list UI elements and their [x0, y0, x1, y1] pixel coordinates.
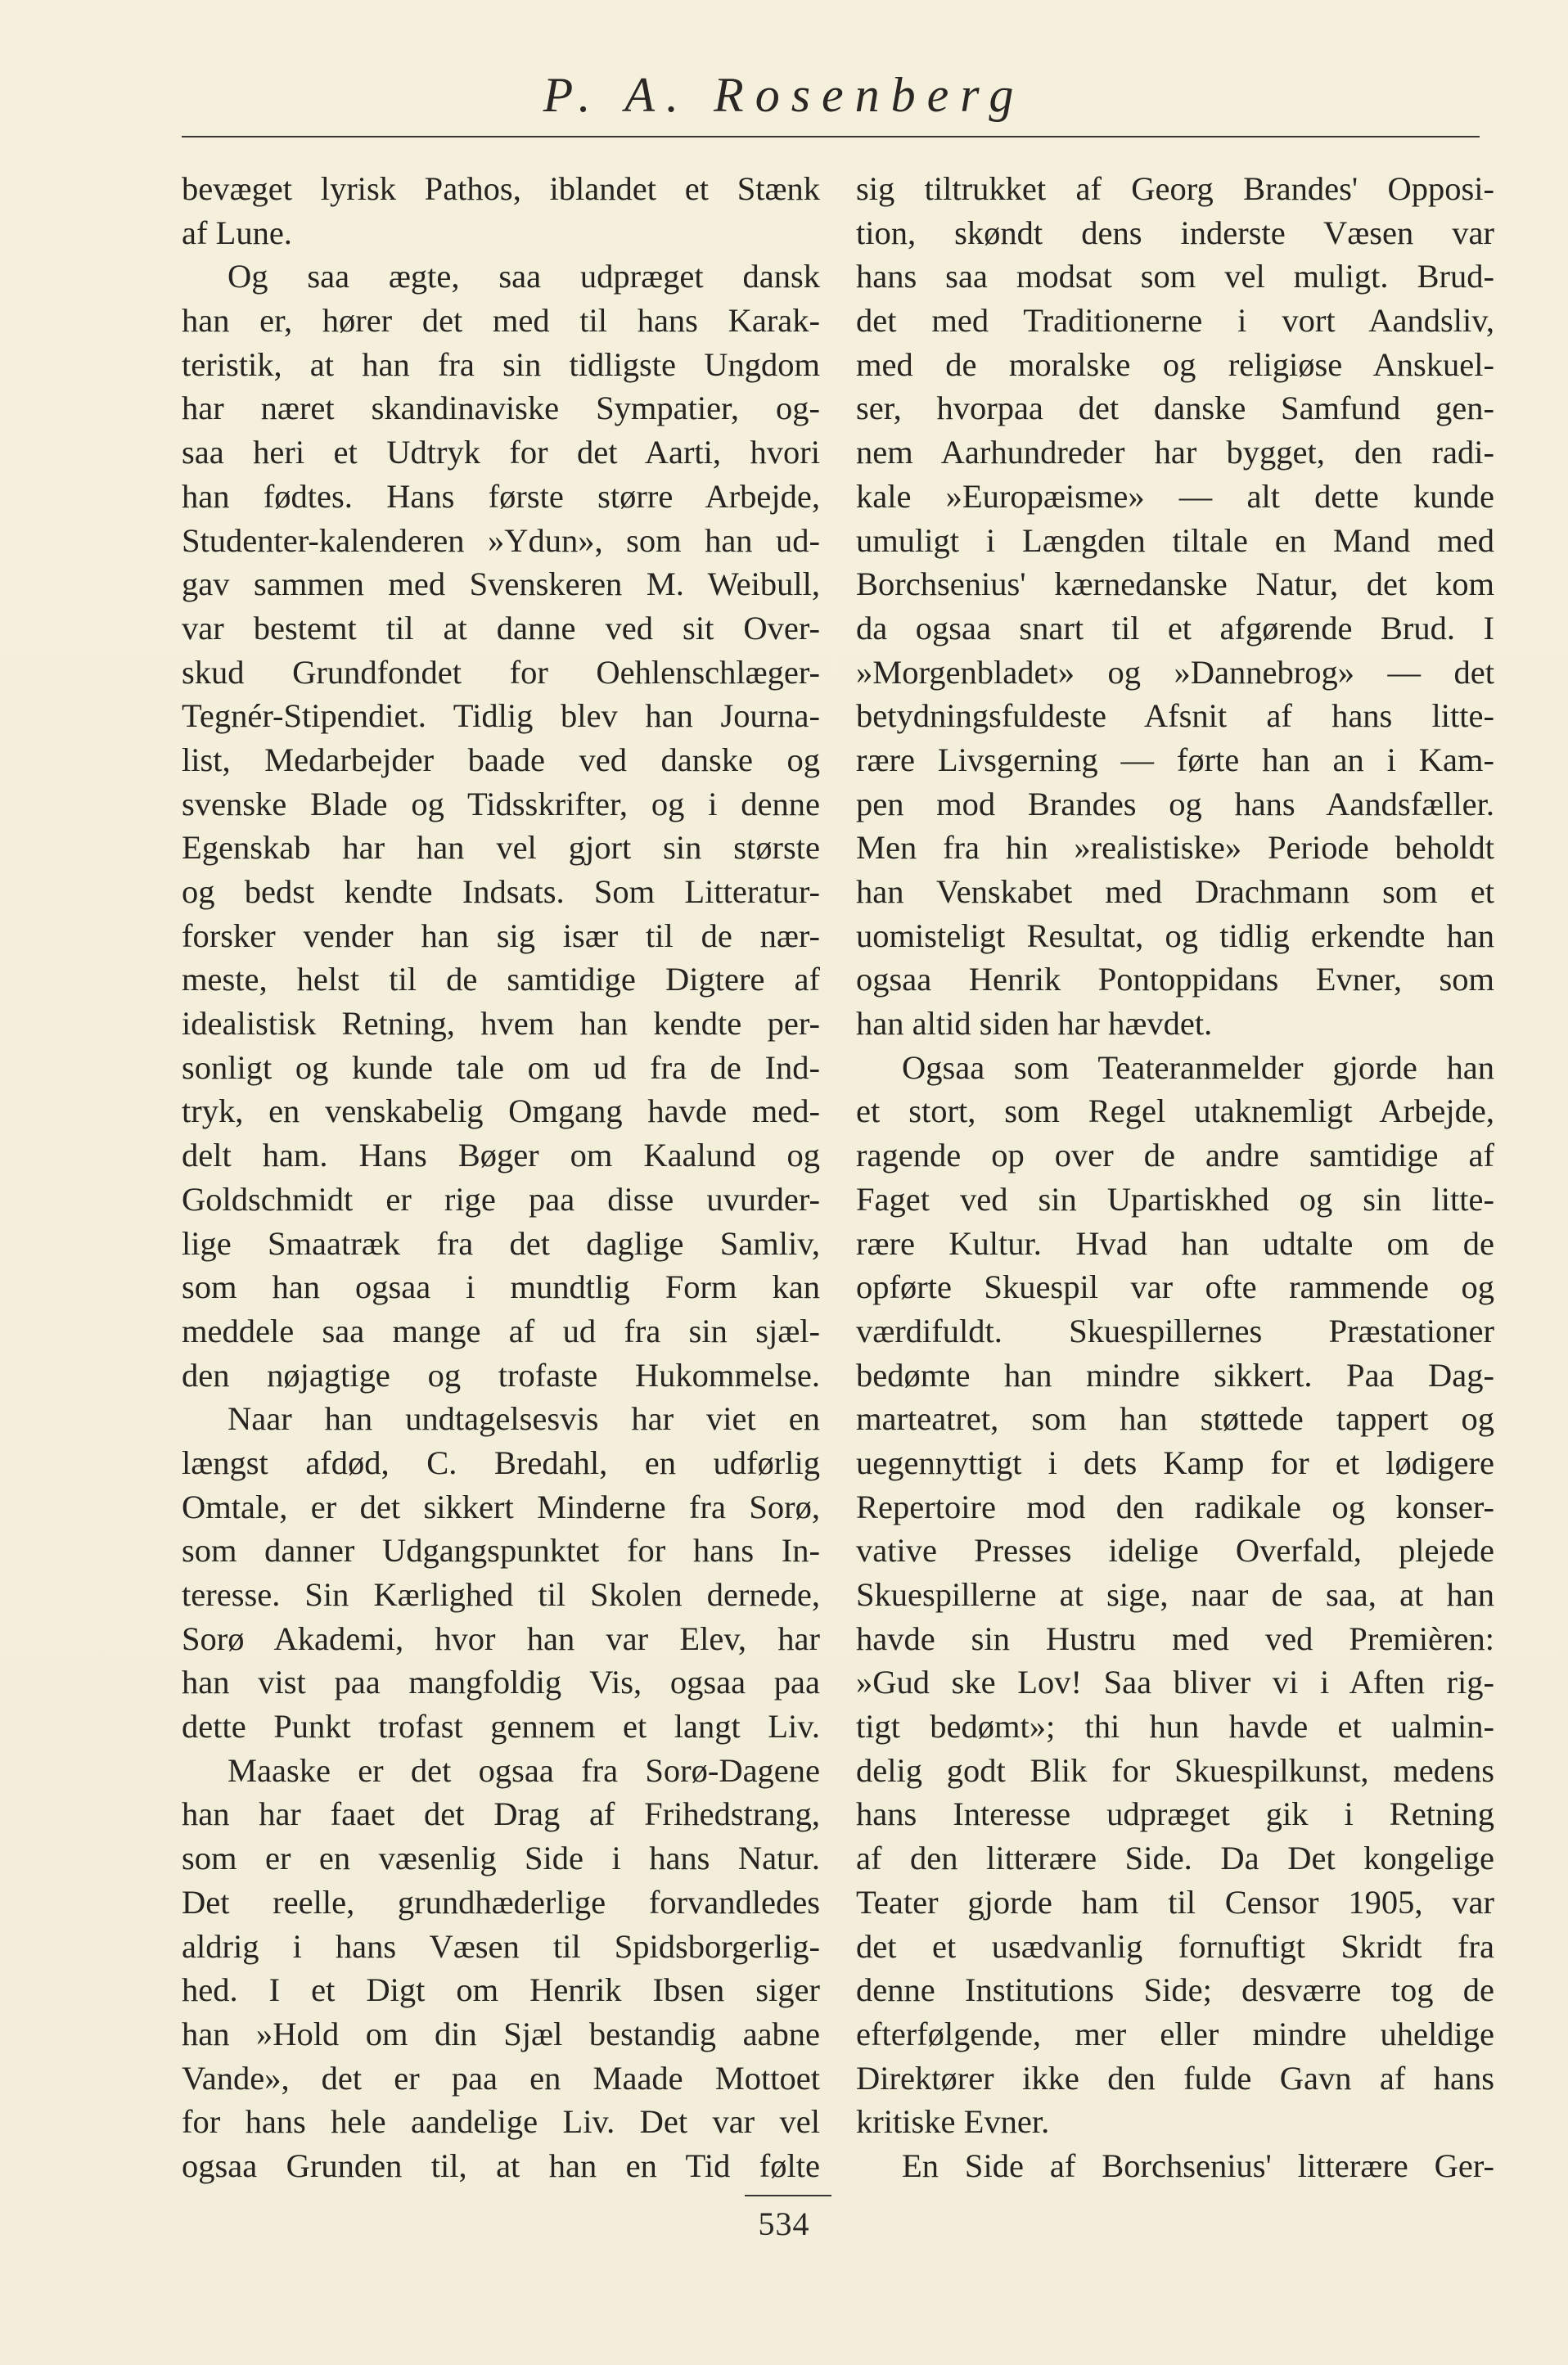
text-line: har næret skandinaviske Sympatier, og- — [182, 390, 820, 427]
text-line: han er, hører det med til hans Karak- — [182, 302, 820, 340]
text-line: marteatret, som han støttede tappert og — [856, 1400, 1494, 1438]
text-line: efterfølgende, mer eller mindre uheldige — [856, 2015, 1494, 2052]
text-line: for hans hele aandelige Liv. Det var vel — [182, 2103, 820, 2141]
text-line: af Lune. — [182, 214, 292, 251]
text-line: meddele saa mange af ud fra sin sjæl- — [182, 1312, 820, 1349]
text-line: Det reelle, grundhæderlige forvandledes — [182, 1883, 820, 1921]
text-line: delt ham. Hans Bøger om Kaalund og — [182, 1137, 820, 1174]
text-line: svenske Blade og Tidsskrifter, og i denne — [182, 785, 820, 822]
text-line: var bestemt til at danne ved sit Over- — [182, 609, 820, 646]
text-line: skud Grundfondet for Oehlenschlæger- — [182, 653, 820, 691]
text-line: rære Kultur. Hvad han udtalte om de — [856, 1224, 1494, 1262]
text-line: delig godt Blik for Skuespilkunst, medens — [856, 1751, 1494, 1789]
text-line: Borchsenius' kærnedanske Natur, det kom — [856, 565, 1494, 603]
text-line: lige Smaatræk fra det daglige Samliv, — [182, 1224, 820, 1262]
text-line: bevæget lyrisk Pathos, iblandet et Stænk — [182, 170, 820, 207]
text-line: teristik, at han fra sin tidligste Ungdom — [182, 345, 820, 383]
text-line: tryk, en venskabelig Omgang havde med- — [182, 1092, 820, 1130]
text-line: kale »Europæisme» — alt dette kunde — [856, 477, 1494, 515]
text-line: umuligt i Længden tiltale en Mand med — [856, 521, 1494, 559]
text-line: længst afdød, C. Bredahl, en udførlig — [182, 1444, 820, 1481]
text-line: hed. I et Digt om Henrik Ibsen siger — [182, 1971, 820, 2009]
text-line: tion, skøndt dens inderste Væsen var — [856, 214, 1494, 251]
text-line: hans Interesse udpræget gik i Retning — [856, 1795, 1494, 1833]
text-line: han vist paa mangfoldig Vis, ogsaa paa — [182, 1664, 820, 1701]
text-line: han Venskabet med Drachmann som et — [856, 873, 1494, 910]
text-line: ragende op over de andre samtidige af — [856, 1137, 1494, 1174]
text-line: denne Institutions Side; desværre tog de — [856, 1971, 1494, 2009]
text-line: meste, helst til de samtidige Digtere af — [182, 961, 820, 998]
text-line: rære Livsgerning — førte han an i Kam- — [856, 741, 1494, 778]
text-line: dette Punkt trofast gennem et langt Liv. — [182, 1708, 820, 1746]
text-line: og bedst kendte Indsats. Som Litteratur- — [182, 873, 820, 910]
text-line: da ogsaa snart til et afgørende Brud. I — [856, 609, 1494, 646]
text-line: kritiske Evner. — [856, 2103, 1050, 2141]
text-line: et stort, som Regel utaknemligt Arbejde, — [856, 1092, 1494, 1130]
running-head: P. A. Rosenberg — [543, 68, 1025, 122]
text-line: ser, hvorpaa det danske Samfund gen- — [856, 390, 1494, 427]
text-line: Studenter-kalenderen »Ydun», som han ud- — [182, 521, 820, 559]
text-line: Sorø Akademi, hvor han var Elev, har — [182, 1619, 820, 1657]
text-line: værdifuldt. Skuespillernes Præstationer — [856, 1312, 1494, 1349]
text-line: sig tiltrukket af Georg Brandes' Opposi- — [856, 170, 1494, 207]
text-line: forsker vender han sig især til de nær- — [182, 917, 820, 954]
text-line: Faget ved sin Upartiskhed og sin litte- — [856, 1180, 1494, 1218]
text-line: nem Aarhundreder har bygget, den radi- — [856, 434, 1494, 471]
text-line: opførte Skuespil var ofte rammende og — [856, 1268, 1494, 1306]
text-line: Naar han undtagelsesvis har viet en — [228, 1400, 820, 1438]
text-line: »Morgenbladet» og »Dannebrog» — det — [856, 653, 1494, 691]
text-line: det et usædvanlig fornuftigt Skridt fra — [856, 1927, 1494, 1965]
header-rule — [182, 136, 1480, 137]
text-line: Repertoire mod den radikale og konser- — [856, 1488, 1494, 1525]
text-line: med de moralske og religiøse Anskuel- — [856, 345, 1494, 383]
text-line: tigt bedømt»; thi hun havde et ualmin- — [856, 1708, 1494, 1746]
text-line: »Gud ske Lov! Saa bliver vi i Aften rig- — [856, 1664, 1494, 1701]
text-line: den nøjagtige og trofaste Hukommelse. — [182, 1356, 820, 1394]
text-line: ogsaa Henrik Pontoppidans Evner, som — [856, 961, 1494, 998]
left-column — [182, 167, 820, 2188]
text-line: det med Traditionerne i vort Aandsliv, — [856, 302, 1494, 340]
text-line: Men fra hin »realistiske» Periode beholdt — [856, 829, 1494, 867]
text-line: Goldschmidt er rige paa disse uvurder- — [182, 1180, 820, 1218]
text-line: havde sin Hustru med ved Premièren: — [856, 1619, 1494, 1657]
text-line: som danner Udgangspunktet for hans In- — [182, 1532, 820, 1570]
text-line: ogsaa Grunden til, at han en Tid følte — [182, 2147, 820, 2184]
text-line: saa heri et Udtryk for det Aarti, hvori — [182, 434, 820, 471]
text-line: han »Hold om din Sjæl bestandig aabne — [182, 2015, 820, 2052]
text-line: idealistisk Retning, hvem han kendte per- — [182, 1005, 820, 1043]
text-line: betydningsfuldeste Afsnit af hans litte- — [856, 697, 1494, 735]
text-line: En Side af Borchsenius' litterære Ger- — [902, 2147, 1494, 2184]
text-line: han fødtes. Hans første større Arbejde, — [182, 477, 820, 515]
text-line: som han ogsaa i mundtlig Form kan — [182, 1268, 820, 1306]
text-line: sonligt og kunde tale om ud fra de Ind- — [182, 1048, 820, 1086]
text-line: pen mod Brandes og hans Aandsfæller. — [856, 785, 1494, 822]
text-line: Teater gjorde ham til Censor 1905, var — [856, 1883, 1494, 1921]
text-line: Skuespillerne at sige, naar de saa, at han — [856, 1576, 1494, 1613]
text-line: uomisteligt Resultat, og tidlig erkendte han — [856, 917, 1494, 954]
text-line: Maaske er det ogsaa fra Sorø-Dagene — [228, 1751, 820, 1789]
text-line: vative Presses idelige Overfald, plejede — [856, 1532, 1494, 1570]
footer-rule — [745, 2195, 831, 2196]
text-line: Tegnér-Stipendiet. Tidlig blev han Journa- — [182, 697, 820, 735]
text-line: af den litterære Side. Da Det kongelige — [856, 1840, 1494, 1877]
right-column — [856, 167, 1494, 2188]
page-number: 534 — [758, 2205, 810, 2242]
text-line: Omtale, er det sikkert Minderne fra Sorø, — [182, 1488, 820, 1525]
text-line: han har faaet det Drag af Frihedstrang, — [182, 1795, 820, 1833]
text-line: bedømte han mindre sikkert. Paa Dag- — [856, 1356, 1494, 1394]
text-line: Og saa ægte, saa udpræget dansk — [228, 258, 820, 295]
text-line: han altid siden har hævdet. — [856, 1005, 1213, 1043]
text-line: Egenskab har han vel gjort sin største — [182, 829, 820, 867]
text-line: list, Medarbejder baade ved danske og — [182, 741, 820, 778]
text-line: som er en væsenlig Side i hans Natur. — [182, 1840, 820, 1877]
text-line: Direktører ikke den fulde Gavn af hans — [856, 2059, 1494, 2097]
text-line: uegennyttigt i dets Kamp for et lødigere — [856, 1444, 1494, 1481]
text-line: hans saa modsat som vel muligt. Brud- — [856, 258, 1494, 295]
text-line: Vande», det er paa en Maade Mottoet — [182, 2059, 820, 2097]
text-line: Ogsaa som Teateranmelder gjorde han — [902, 1048, 1494, 1086]
text-line: gav sammen med Svenskeren M. Weibull, — [182, 565, 820, 603]
text-line: teresse. Sin Kærlighed til Skolen dernede, — [182, 1576, 820, 1613]
text-line: aldrig i hans Væsen til Spidsborgerlig- — [182, 1927, 820, 1965]
